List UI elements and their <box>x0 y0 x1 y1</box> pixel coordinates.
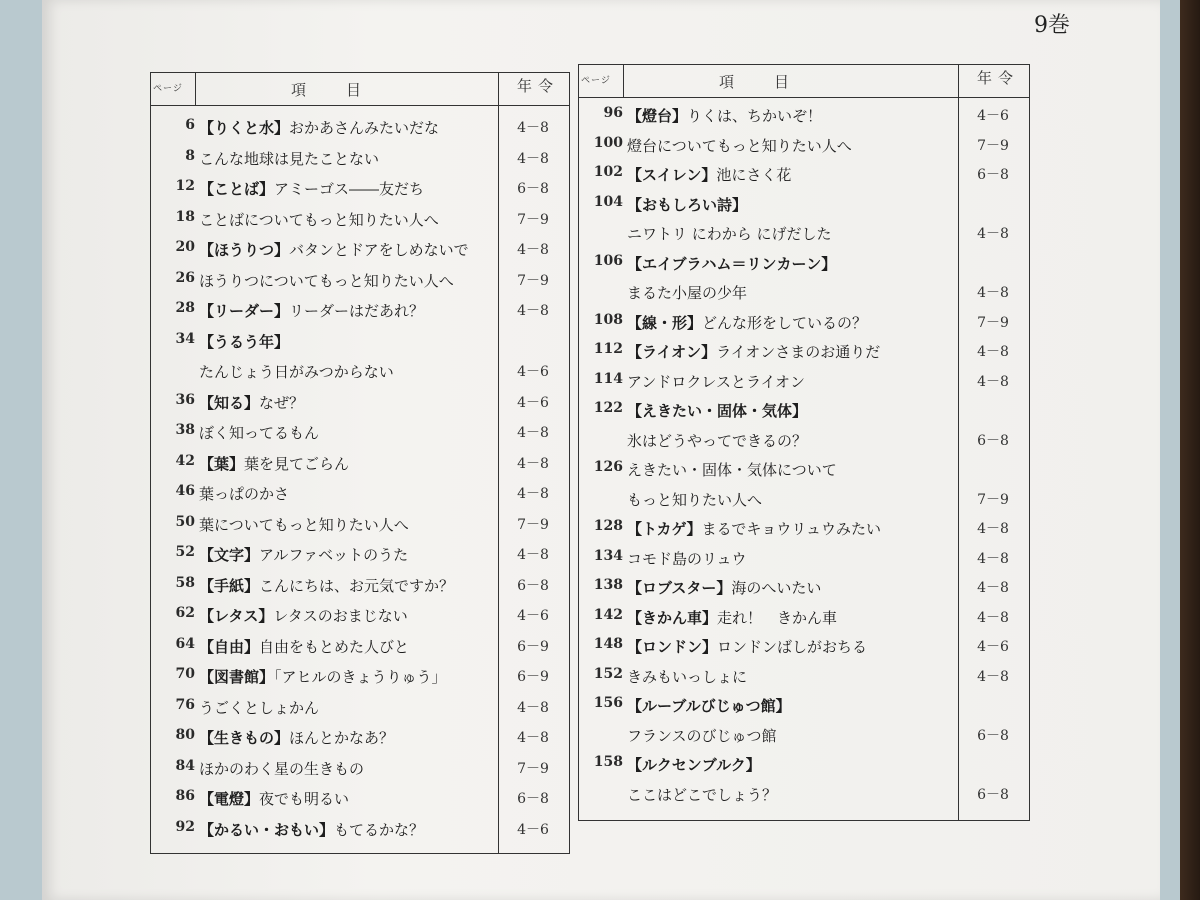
row-page-number: 152 <box>593 665 623 682</box>
row-title <box>627 695 791 716</box>
row-age: 7－9 <box>977 491 1009 508</box>
table-row <box>579 632 1029 660</box>
table-row <box>579 367 1029 395</box>
row-age: 4－8 <box>977 521 1009 537</box>
row-title: 【図書館】「アヒルのきょうりゅう」 <box>199 668 447 686</box>
topic-heading: 【線・形】 <box>627 313 703 332</box>
table-row <box>151 113 569 141</box>
row-age: 4－8 <box>977 668 1009 685</box>
row-page-number: 142 <box>593 606 623 623</box>
table-row <box>579 131 1029 159</box>
topic-heading: 【えきたい・固体・気体】 <box>627 402 808 420</box>
topic-heading: 【レタス】 <box>199 607 274 625</box>
row-age: 4－8 <box>517 120 549 136</box>
row-age: 4－6 <box>977 639 1009 655</box>
table-row <box>579 514 1029 542</box>
topic-heading: 【うるう年】 <box>199 332 290 351</box>
row-title: ほうりつについてもっと知りたい人へ <box>199 271 454 290</box>
row-title: 【ほうりつ】バタンとドアをしめないで <box>199 241 469 259</box>
table-header <box>579 65 1029 98</box>
header-age: 年令 <box>516 77 559 95</box>
row-page-number: 80 <box>175 727 195 743</box>
row-title: こんな地球は見たことない <box>199 149 380 168</box>
row-age: 6－9 <box>517 669 549 685</box>
row-title: ことばについてもっと知りたい人へ <box>199 210 439 229</box>
row-title: フランスのびじゅつ館 <box>627 726 777 745</box>
row-age: 4－8 <box>517 242 549 258</box>
topic-heading: 【手紙】 <box>199 576 260 595</box>
table-row <box>151 693 569 721</box>
table-row <box>151 296 569 324</box>
row-page-number: 50 <box>175 513 195 530</box>
row-page-number: 104 <box>593 193 623 210</box>
row-page-number: 76 <box>175 696 195 713</box>
table-row <box>151 784 569 812</box>
topic-heading: 【おもしろい詩】 <box>627 195 748 214</box>
row-title: 【生きもの】ほんとかなあ？ <box>199 729 395 747</box>
row-title <box>627 400 807 421</box>
row-title: 【手紙】こんにちは、お元気ですか？ <box>199 576 455 595</box>
row-title: 【レタス】レタスのおまじない <box>199 607 408 625</box>
row-page-number: 64 <box>175 635 195 652</box>
table-row <box>579 337 1029 365</box>
row-page-number: 106 <box>593 252 623 269</box>
header-page: ページ <box>581 76 611 86</box>
table-row <box>151 235 569 263</box>
topic-heading: 【りくと水】 <box>199 119 290 137</box>
volume-label: 9巻 <box>1034 13 1070 38</box>
row-page-number: 122 <box>593 400 623 416</box>
row-title: ここはどこでしょう？ <box>627 785 778 804</box>
table-row <box>151 357 569 385</box>
topic-heading: 【電燈】 <box>199 790 260 808</box>
table-row <box>151 754 569 782</box>
table-row <box>151 174 569 202</box>
row-title: えきたい・固体・気体について <box>627 461 837 479</box>
table-row <box>579 721 1029 749</box>
row-title: ほかのわく星の生きもの <box>199 759 365 778</box>
row-age: 4－8 <box>977 609 1009 626</box>
row-page-number: 128 <box>593 518 623 534</box>
row-title: まるた小屋の少年 <box>627 284 748 302</box>
row-title: 【ロブスター】海のへいたい <box>627 579 822 597</box>
table-row <box>579 426 1029 454</box>
row-age: 7－9 <box>517 272 549 289</box>
row-page-number: 70 <box>175 666 195 682</box>
row-title: 燈台についてもっと知りたい人へ <box>627 136 852 155</box>
table-row <box>579 190 1029 218</box>
row-age: 4－8 <box>517 150 549 167</box>
table-row <box>579 101 1029 129</box>
row-page-number: 20 <box>175 239 195 255</box>
row-title: うごくとしょかん <box>199 698 320 717</box>
row-page-number: 92 <box>175 818 195 835</box>
row-page-number: 52 <box>175 544 195 560</box>
row-page-number: 86 <box>175 788 195 804</box>
row-age: 6－9 <box>517 638 549 655</box>
topic-heading: 【スイレン】 <box>627 166 717 184</box>
topic-heading: 【図書館】 <box>199 668 275 686</box>
row-title: 【りくと水】おかあさんみたいだな <box>199 119 440 137</box>
topic-heading: 【ことば】 <box>199 180 275 198</box>
row-title <box>627 194 747 215</box>
row-title: ニワトリ にわから にげだした <box>627 225 832 243</box>
table-row <box>579 160 1029 188</box>
row-title: 【知る】なぜ？ <box>199 393 305 412</box>
row-page-number: 84 <box>175 757 195 774</box>
table-row <box>579 396 1029 424</box>
row-title: たんじょう日がみつからない <box>199 363 394 381</box>
row-page-number: 134 <box>593 547 623 564</box>
row-age: 4－6 <box>517 608 549 624</box>
table-row <box>151 266 569 294</box>
row-age: 4－6 <box>977 108 1009 124</box>
row-title: 【線・形】どんな形をしているの？ <box>627 313 868 332</box>
column-divider <box>623 65 624 97</box>
table-row <box>579 219 1029 247</box>
table-row <box>579 308 1029 336</box>
topic-heading: 【ロブスター】 <box>627 579 732 597</box>
row-age: 4－8 <box>517 730 549 746</box>
topic-heading: 【文字】 <box>199 546 260 564</box>
row-age: 4－8 <box>977 373 1009 390</box>
row-title: 【リーダー】リーダーはだあれ？ <box>199 302 425 320</box>
row-title: 【ロンドン】ロンドンばしがおちる <box>627 638 868 656</box>
row-title: 【自由】自由をもとめた人びと <box>199 637 410 656</box>
column-divider <box>195 73 196 105</box>
row-age: 7－9 <box>517 211 549 228</box>
row-age: 4－8 <box>977 550 1009 567</box>
table-row <box>151 205 569 233</box>
contents-table-right <box>578 64 1030 821</box>
table-row <box>151 388 569 416</box>
row-age: 4－8 <box>977 344 1009 360</box>
row-title: 【文字】アルファベットのうた <box>199 546 409 564</box>
row-age: 6－8 <box>517 181 549 197</box>
topic-heading: 【かるい・おもい】 <box>199 820 335 839</box>
row-page-number: 8 <box>185 147 195 164</box>
topic-heading: 【燈台】 <box>627 107 688 125</box>
topic-heading: 【知る】 <box>199 393 260 412</box>
row-title: 【燈台】りくは、ちかいぞ！ <box>627 107 823 125</box>
row-age: 4－8 <box>517 455 549 472</box>
row-age: 7－9 <box>977 314 1009 331</box>
row-title: 葉っぱのかさ <box>199 485 290 503</box>
row-page-number: 148 <box>593 636 623 652</box>
table-row <box>579 485 1029 513</box>
row-title: 【かるい・おもい】もてるかな？ <box>199 820 425 839</box>
table-row <box>579 691 1029 719</box>
row-age: 4－8 <box>977 226 1009 242</box>
table-row <box>579 544 1029 572</box>
row-title: きみもいっしょに <box>627 667 748 686</box>
row-title: もっと知りたい人へ <box>627 490 763 509</box>
topic-heading: 【ルクセンブルク】 <box>627 756 761 774</box>
table-row <box>151 815 569 843</box>
row-age: 4－8 <box>517 303 549 319</box>
table-row <box>151 449 569 477</box>
row-page-number: 62 <box>175 605 195 621</box>
table-row <box>151 418 569 446</box>
topic-heading: 【ライオン】 <box>627 343 717 361</box>
topic-heading: 【エイブラハム＝リンカーン】 <box>627 254 837 273</box>
topic-heading: 【生きもの】 <box>199 729 290 747</box>
table-row <box>151 723 569 751</box>
table-row <box>579 662 1029 690</box>
row-page-number: 36 <box>175 391 195 408</box>
topic-heading: 【ロンドン】 <box>627 638 718 656</box>
row-age: 6－8 <box>977 432 1009 449</box>
row-title: 【スイレン】池にさく花 <box>627 166 792 184</box>
row-age: 6－8 <box>517 791 549 807</box>
table-row <box>579 780 1029 808</box>
row-title: 【電燈】夜でも明るい <box>199 790 350 808</box>
header-page: ページ <box>153 84 183 94</box>
row-title: 氷はどうやってできるの？ <box>627 431 808 450</box>
table-row <box>579 573 1029 601</box>
table-row <box>579 603 1029 631</box>
row-page-number: 46 <box>175 483 195 499</box>
row-page-number: 28 <box>175 300 195 316</box>
row-age: 4－8 <box>977 580 1009 596</box>
row-age: 4－6 <box>517 394 549 411</box>
row-page-number: 42 <box>175 452 195 469</box>
table-row <box>151 479 569 507</box>
header-item: 項目 <box>719 73 830 91</box>
row-title: 【ことば】アミーゴス――友だち <box>199 180 425 198</box>
row-title: 【きかん車】走れ！ きかん車 <box>627 608 838 627</box>
row-page-number: 26 <box>175 269 195 286</box>
topic-heading: 【ほうりつ】 <box>199 241 290 259</box>
book-page <box>42 0 1160 900</box>
table-row <box>579 750 1029 778</box>
row-age: 4－8 <box>517 699 549 716</box>
header-age: 年令 <box>976 69 1019 87</box>
row-age: 6－8 <box>977 786 1009 803</box>
row-age: 4－8 <box>517 547 549 563</box>
row-age: 7－9 <box>517 760 549 777</box>
table-row <box>579 278 1029 306</box>
row-title: 葉についてもっと知りたい人へ <box>199 515 409 534</box>
row-age: 6－8 <box>977 727 1009 744</box>
table-row <box>579 455 1029 483</box>
row-title <box>627 253 836 274</box>
row-page-number: 12 <box>175 178 195 194</box>
contents-table-left <box>150 72 570 854</box>
row-page-number: 18 <box>175 208 195 225</box>
table-row <box>579 249 1029 277</box>
row-page-number: 96 <box>603 105 623 121</box>
row-title: アンドロクレスとライオン <box>627 372 806 391</box>
row-age: 4－6 <box>517 364 549 380</box>
row-page-number: 58 <box>175 574 195 591</box>
header-item: 項目 <box>291 81 402 99</box>
topic-heading: 【リーダー】 <box>199 302 290 320</box>
row-age: 7－9 <box>517 516 549 533</box>
table-row <box>151 601 569 629</box>
row-page-number: 102 <box>593 164 623 180</box>
row-title <box>199 331 289 352</box>
row-title: コモド島のリュウ <box>627 549 747 568</box>
row-page-number: 158 <box>593 754 623 770</box>
row-age: 4－8 <box>517 425 549 441</box>
row-page-number: 114 <box>593 370 623 387</box>
row-age: 4－8 <box>977 285 1009 301</box>
table-row <box>151 144 569 172</box>
row-title: 【ライオン】ライオンさまのお通りだ <box>627 343 881 361</box>
row-page-number: 108 <box>593 311 623 328</box>
row-title: ぼく知ってるもん <box>199 424 320 442</box>
row-page-number: 112 <box>593 341 623 357</box>
table-row <box>151 540 569 568</box>
row-age: 4－8 <box>517 486 549 502</box>
row-page-number: 100 <box>593 134 623 151</box>
topic-heading: 【ルーブルびじゅつ館】 <box>627 697 791 715</box>
row-age: 4－6 <box>517 821 549 838</box>
row-page-number: 138 <box>593 577 623 593</box>
row-title <box>627 754 761 775</box>
table-row <box>151 510 569 538</box>
row-title: 【トカゲ】まるでキョウリュウみたい <box>627 520 881 538</box>
table-row <box>151 632 569 660</box>
table-header <box>151 73 569 106</box>
table-row <box>151 662 569 690</box>
topic-heading: 【トカゲ】 <box>627 520 702 538</box>
row-age: 6－8 <box>977 167 1009 183</box>
topic-heading: 【自由】 <box>199 637 260 656</box>
table-row <box>151 327 569 355</box>
topic-heading: 【きかん車】 <box>627 608 718 627</box>
row-title: 【葉】葉を見てごらん <box>199 454 350 473</box>
row-age: 6－8 <box>517 577 549 594</box>
row-age: 7－9 <box>977 137 1009 154</box>
topic-heading: 【葉】 <box>199 454 245 473</box>
row-page-number: 38 <box>175 422 195 438</box>
row-page-number: 156 <box>593 695 623 711</box>
row-page-number: 126 <box>593 459 623 475</box>
row-page-number: 6 <box>185 117 195 133</box>
table-row <box>151 571 569 599</box>
row-page-number: 34 <box>175 330 195 347</box>
